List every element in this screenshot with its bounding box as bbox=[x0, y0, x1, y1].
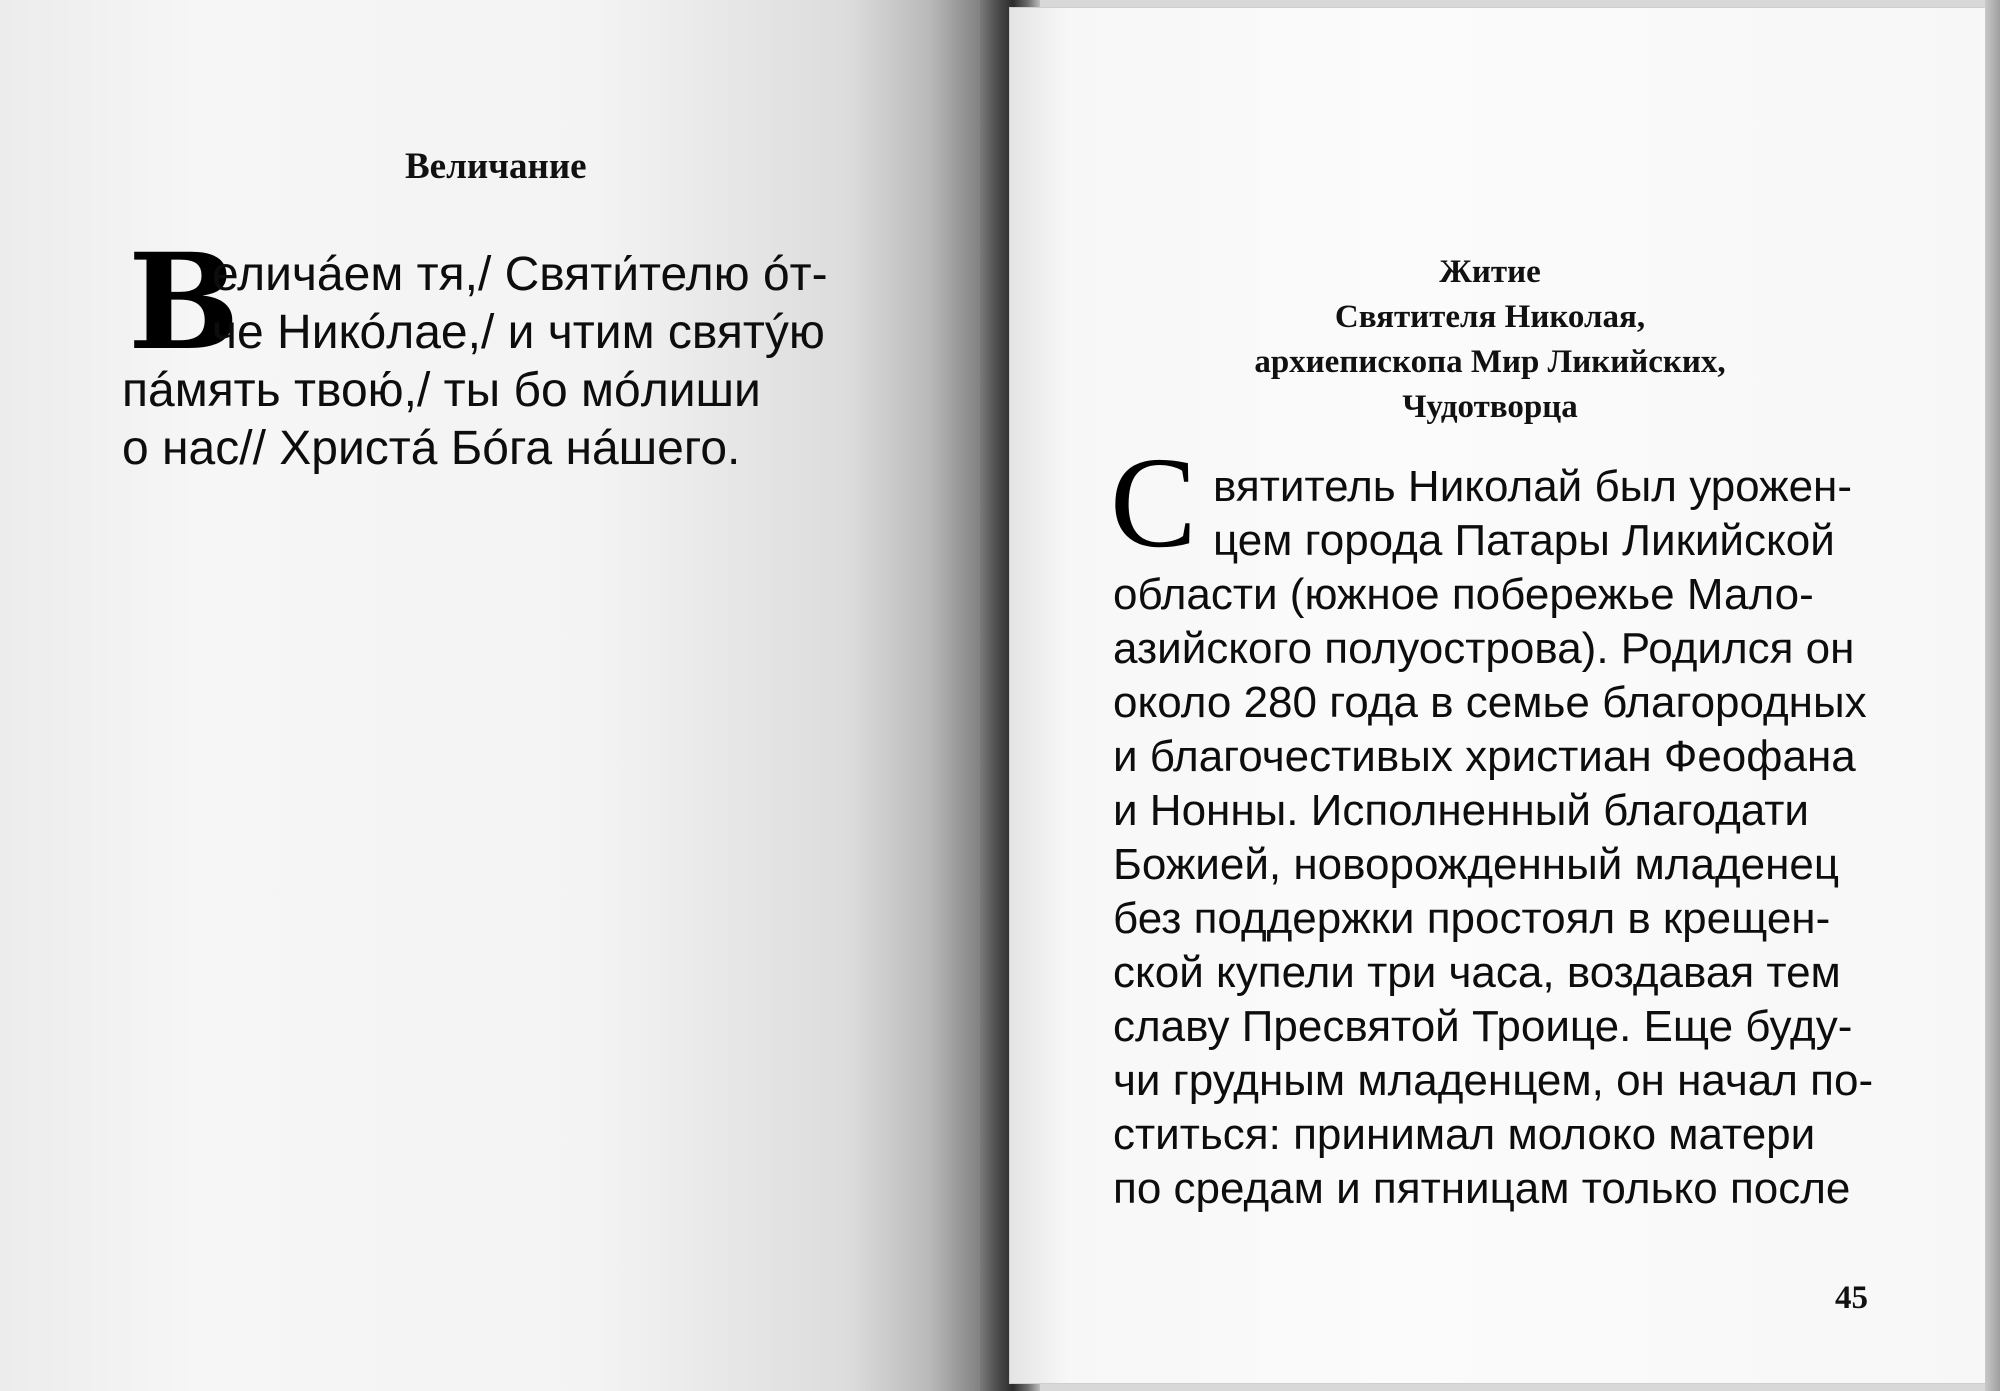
velichanie-line: о нас// Христá Бóга нáшего. bbox=[122, 422, 741, 475]
zhitie-line: азийского полуострова). Родился он bbox=[1113, 624, 1855, 673]
zhitie-line: цем города Патары Ликийской bbox=[1213, 516, 1835, 565]
zhitie-line: Божией, новорожденный младенец bbox=[1113, 840, 1840, 889]
zhitie-heading-line: Чудотворца bbox=[1402, 389, 1578, 425]
zhitie-line: без поддержки простоял в крещен- bbox=[1113, 894, 1831, 943]
zhitie-heading-line: Житие bbox=[1439, 254, 1541, 290]
zhitie-dropcap: С bbox=[1110, 431, 1197, 575]
zhitie-line: чи грудным младенцем, он начал по- bbox=[1113, 1056, 1874, 1105]
velichanie-line: пáмять твою́,/ ты бо мóлиши bbox=[122, 364, 761, 417]
zhitie-line: и благочестивых христиан Феофана bbox=[1113, 732, 1856, 781]
zhitie-line: ститься: принимал молоко матери bbox=[1113, 1110, 1816, 1159]
zhitie-text bbox=[1113, 460, 1873, 1216]
zhitie-line: и Нонны. Исполненный благодати bbox=[1113, 786, 1810, 835]
zhitie-line: около 280 года в семье благородных bbox=[1113, 678, 1867, 727]
page-edge bbox=[1985, 0, 2000, 1391]
velichanie-line: еличáем тя,/ Святи́телю óт- bbox=[212, 248, 828, 301]
velichanie-line: че Никóлае,/ и чтим святýю bbox=[212, 306, 825, 359]
zhitie-heading bbox=[1180, 250, 1800, 430]
page-number: 45 bbox=[1835, 1280, 1868, 1316]
zhitie-line: ской купели три часа, воздавая тем bbox=[1113, 948, 1841, 997]
zhitie-line: области (южное побережье Мало- bbox=[1113, 570, 1814, 619]
zhitie-line: по средам и пятницам только после bbox=[1113, 1164, 1851, 1213]
zhitie-line: вятитель Николай был урожен- bbox=[1213, 462, 1853, 511]
zhitie-heading-line: Святителя Николая, bbox=[1334, 299, 1646, 335]
velichanie-text bbox=[122, 246, 912, 478]
velichanie-dropcap: В bbox=[128, 225, 240, 380]
zhitie-heading-line: архиепископа Мир Ликийских, bbox=[1254, 344, 1726, 380]
zhitie-line: славу Пресвятой Троице. Еще буду- bbox=[1113, 1002, 1853, 1051]
velichanie-heading: Величание bbox=[405, 146, 587, 187]
